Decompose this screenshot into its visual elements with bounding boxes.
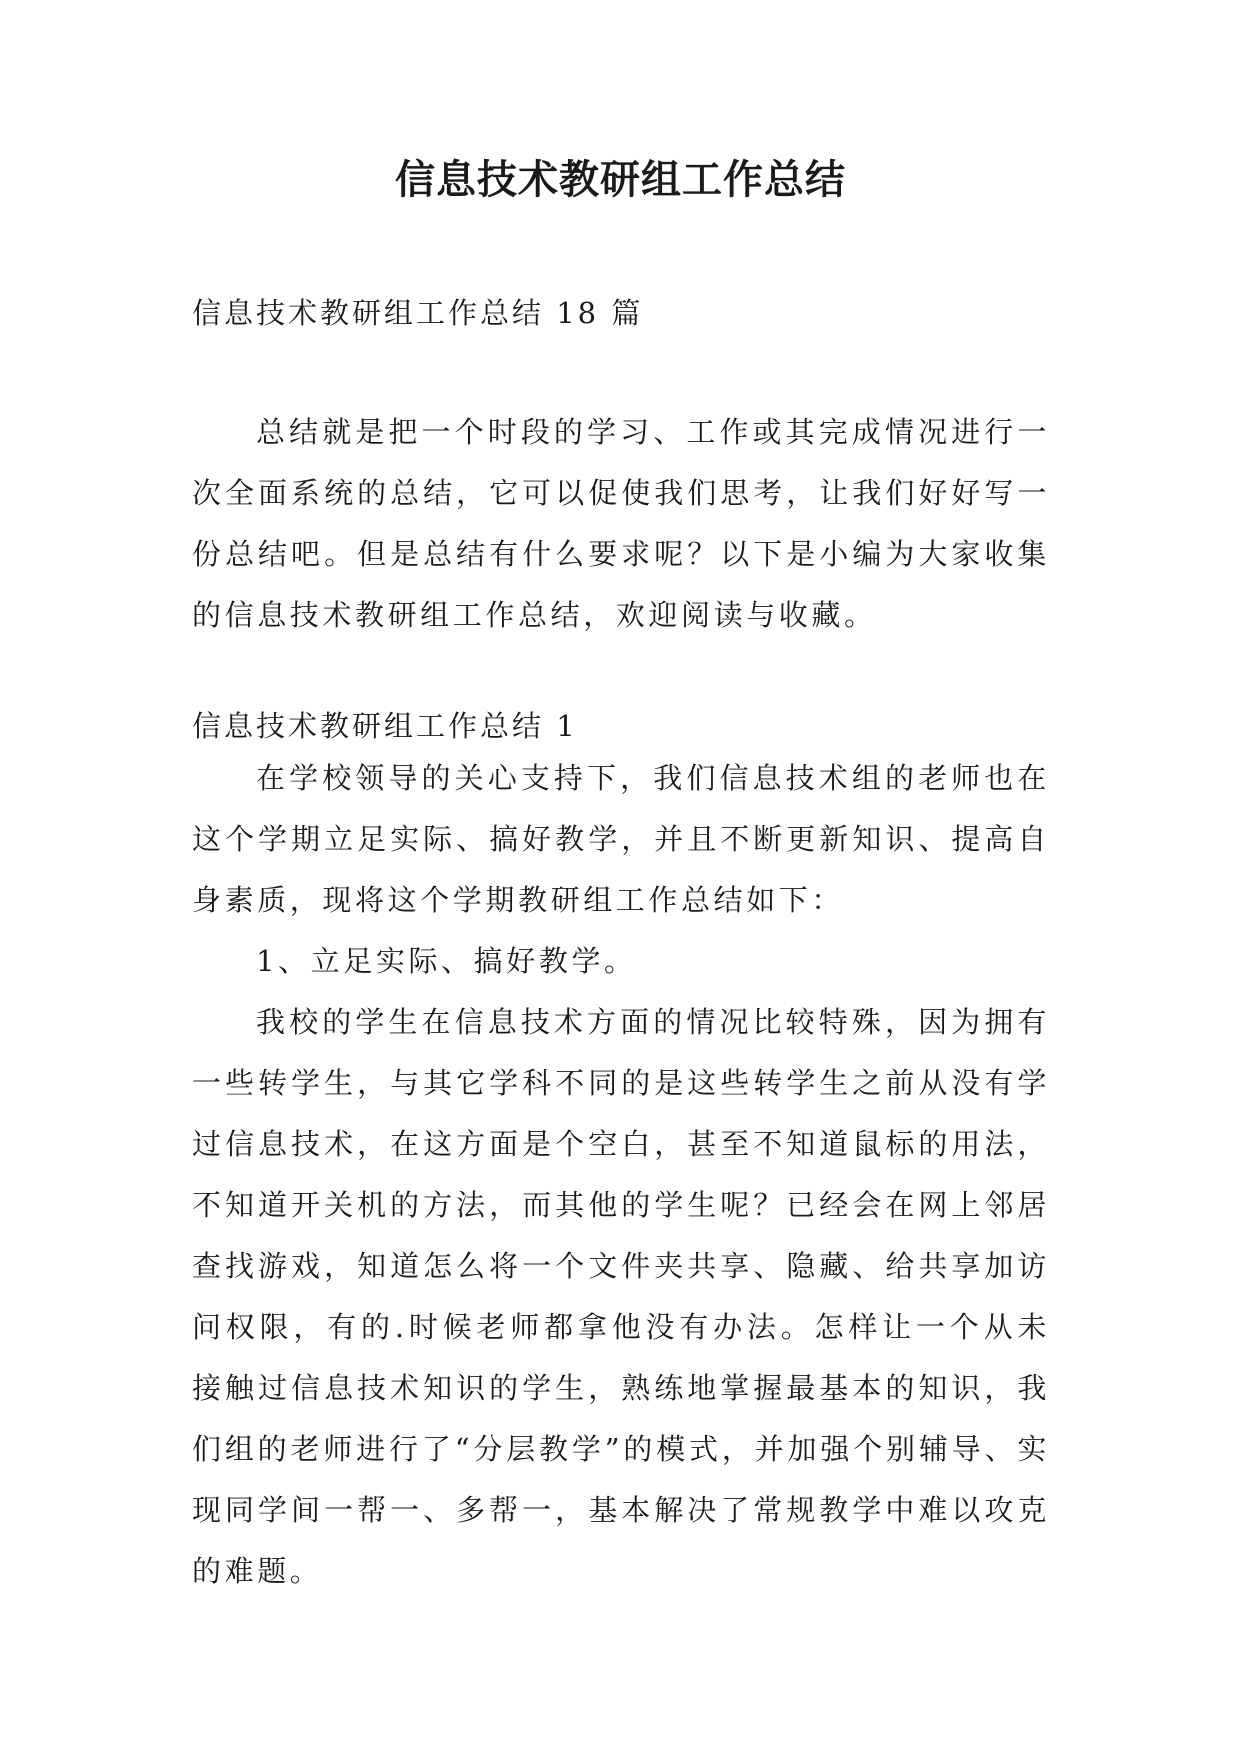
body-paragraph: 我校的学生在信息技术方面的情况比较特殊，因为拥有一些转学生，与其它学科不同的是这些转学生之前从没有学过信息技术，在这方面是个空白，甚至不知道鼠标的用法，不知道开关机的方法，而其他的学生呢？已经会在网上邻居查找游戏，知道怎么将一个文件夹共享、隐藏、给共享加访问权限，有的.时候老师都拿他没有办法。怎样让一个从未接触过信息技术知识的学生，熟练地掌握最基本的知识，我们组的老师进行了“分层教学”的模式，并加强个别辅导、实现同学间一帮一、多帮一，基本解决了常规教学中难以攻克的难题。: [192, 1005, 1050, 1588]
document-title: 信息技术教研组工作总结: [395, 156, 846, 203]
body-paragraph: 1、立足实际、搞好教学。: [256, 944, 637, 978]
body-paragraph: 在学校领导的关心支持下，我们信息技术组的老师也在这个学期立足实际、搞好教学，并且不断更新知识、提高自身素质，现将这个学期教研组工作总结如下：: [192, 761, 1050, 917]
section-heading: 信息技术教研组工作总结 1: [192, 709, 578, 743]
intro-paragraph: 总结就是把一个时段的学习、工作或其完成情况进行一次全面系统的总结，它可以促使我们思考，让我们好好写一份总结吧。但是总结有什么要求呢？以下是小编为大家收集的信息技术教研组工作总结，欢迎阅读与收藏。: [192, 415, 1050, 632]
document-subtitle: 信息技术教研组工作总结 18 篇: [192, 296, 644, 330]
